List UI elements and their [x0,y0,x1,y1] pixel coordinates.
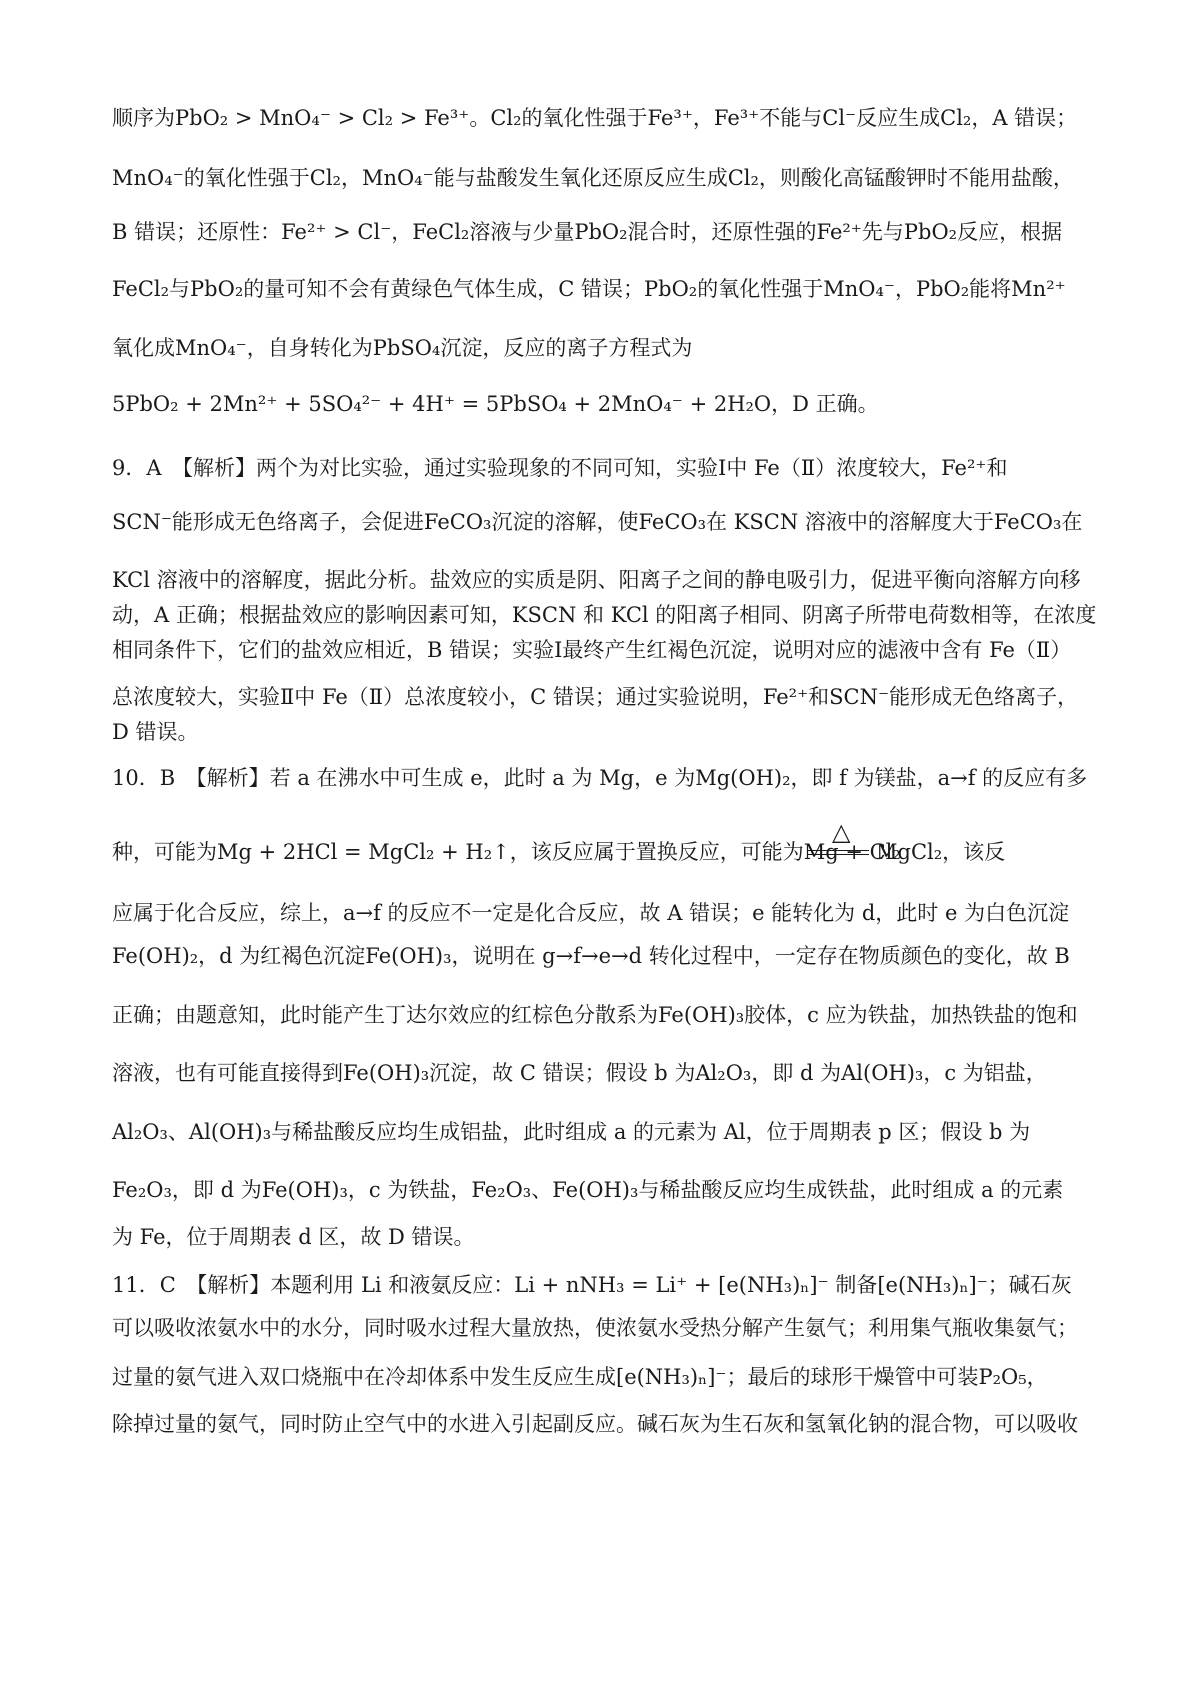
answer-10-line-7: Al₂O₃、Al(OH)₃与稀盐酸反应均生成铝盐，此时组成 a 的元素为 Al，位于周期表 p 区；假设 b 为 [112,1120,1031,1144]
equals-line-top [807,850,869,851]
answer-10-line-6: 溶液，也有可能直接得到Fe(OH)₃沉淀，故 C 错误；假设 b 为Al₂O₃，即 d 为Al(OH)₃，c 为铝盐， [112,1061,1047,1085]
text-line-3: B 错误；还原性：Fe²⁺ > Cl⁻，FeCl₂溶液与少量PbO₂混合时，还原性强的Fe²⁺先与PbO₂反应，根据 [112,220,1063,244]
answer-10-line-2a: 种，可能为Mg + 2HCl = MgCl₂ + H₂↑，该反应属于置换反应，可能为Mg + Cl₂ [112,840,901,864]
equation-line: 5PbO₂ + 2Mn²⁺ + 5SO₄²⁻ + 4H⁺ = 5PbSO₄ + 2MnO₄⁻ + 2H₂O，D 正确。 [112,392,879,416]
answer-10-line-3: 应属于化合反应，综上，a→f 的反应不一定是化合反应，故 A 错误；e 能转化为 d，此时 e 为白色沉淀 [112,901,1070,925]
answer-11-line-1: 11．C 【解析】本题利用 Li 和液氨反应：Li + nNH₃ = Li⁺ + [e(NH₃)ₙ]⁻ 制备[e(NH₃)ₙ]⁻；碱石灰 [112,1273,1072,1297]
answer-9-line-6: 总浓度较大，实验Ⅱ中 Fe（Ⅱ）总浓度较小，C 错误；通过实验说明，Fe²⁺和SCN⁻能形成无色络离子， [112,685,1079,709]
answer-9-line-4: 动，A 正确；根据盐效应的影响因素可知，KSCN 和 KCl 的阳离子相同、阴离子所带电荷数相等，在浓度 [112,603,1097,627]
answer-10-line-8: Fe₂O₃，即 d 为Fe(OH)₃，c 为铁盐，Fe₂O₃、Fe(OH)₃与稀盐酸反应均生成铁盐，此时组成 a 的元素 [112,1178,1064,1202]
answer-11-line-4: 除掉过量的氨气，同时防止空气中的水进入引起副反应。碱石灰为生石灰和氢氧化钠的混合物，可以吸收 [112,1412,1078,1436]
text-line-1: 顺序为PbO₂ > MnO₄⁻ > Cl₂ > Fe³⁺。Cl₂的氧化性强于Fe³⁺，Fe³⁺不能与Cl⁻反应生成Cl₂，A 错误； [112,106,1078,130]
answer-9-line-1: 9．A 【解析】两个为对比实验，通过实验现象的不同可知，实验Ⅰ中 Fe（Ⅱ）浓度较大，Fe²⁺和 [112,456,1008,480]
answer-10-line-9: 为 Fe，位于周期表 d 区，故 D 错误。 [112,1225,475,1249]
equals-line-bottom [807,854,869,855]
answer-9-line-3: KCl 溶液中的溶解度，据此分析。盐效应的实质是阴、阳离子之间的静电吸引力，促进平衡向溶解方向移 [112,568,1081,592]
text-line-5: 氧化成MnO₄⁻，自身转化为PbSO₄沉淀，反应的离子方程式为 [112,336,693,360]
text-line-2: MnO₄⁻的氧化性强于Cl₂，MnO₄⁻能与盐酸发生氧化还原反应生成Cl₂，则酸化高锰酸钾时不能用盐酸， [112,166,1074,190]
answer-11-line-2: 可以吸收浓氨水中的水分，同时吸水过程大量放热，使浓氨水受热分解产生氨气；利用集气瓶收集氨气； [112,1316,1078,1340]
answer-9-line-5: 相同条件下，它们的盐效应相近，B 错误；实验Ⅰ最终产生红褐色沉淀，说明对应的滤液中含有 Fe（Ⅱ） [112,638,1072,662]
answer-11-line-3: 过量的氨气进入双口烧瓶中在冷却体系中发生反应生成[e(NH₃)ₙ]⁻；最后的球形干燥管中可装P₂O₅， [112,1365,1048,1389]
answer-9-line-2: SCN⁻能形成无色络离子，会促进FeCO₃沉淀的溶解，使FeCO₃在 KSCN 溶液中的溶解度大于FeCO₃在 [112,510,1083,534]
heat-symbol: △ [832,818,851,846]
answer-10-line-1: 10．B 【解析】若 a 在沸水中可生成 e，此时 a 为 Mg，e 为Mg(OH)₂，即 f 为镁盐，a→f 的反应有多 [112,766,1088,790]
answer-9-line-7: D 错误。 [112,720,199,744]
text-line-4: FeCl₂与PbO₂的量可知不会有黄绿色气体生成，C 错误；PbO₂的氧化性强于MnO₄⁻，PbO₂能将Mn²⁺ [112,277,1066,301]
answer-10-line-4: Fe(OH)₂，d 为红褐色沉淀Fe(OH)₃，说明在 g→f→e→d 转化过程中，一定存在物质颜色的变化，故 B [112,944,1070,968]
answer-10-line-2b: MgCl₂，该反 [876,840,1006,864]
answer-10-line-5: 正确；由题意知，此时能产生丁达尔效应的红棕色分散系为Fe(OH)₃胶体，c 应为铁盐，加热铁盐的饱和 [112,1003,1078,1027]
